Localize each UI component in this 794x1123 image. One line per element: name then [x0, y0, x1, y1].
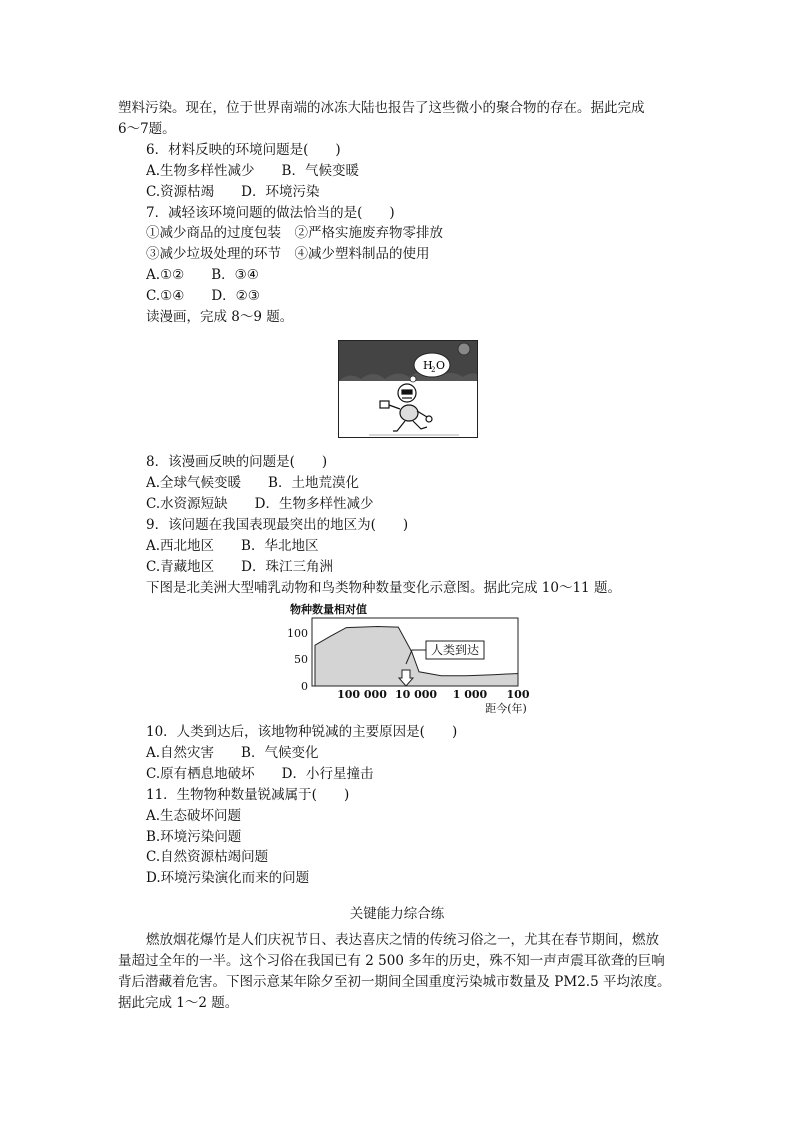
- q7-stem: 7．减轻该环境问题的做法恰当的是( ): [146, 205, 395, 221]
- chart-y-tick-50: 50: [294, 653, 308, 666]
- q7-options-ab: A.①② B．③④: [146, 267, 259, 283]
- q7-items-2: ③减少垃圾处理的环节 ④减少塑料制品的使用: [146, 246, 430, 262]
- q11-option-d: D.环境污染演化而来的问题: [146, 870, 310, 886]
- cartoon-prompt: 读漫画，完成 8～9 题。: [146, 309, 294, 325]
- q8-options-ab: A.全球气候变暖 B．土地荒漠化: [146, 475, 359, 491]
- q9-options-cd: C.青藏地区 D．珠江三角洲: [146, 559, 333, 575]
- intro-line-2: 6～7题。: [118, 121, 176, 137]
- q8-stem: 8．该漫画反映的问题是( ): [146, 454, 328, 470]
- chart-ylabel: 物种数量相对值: [290, 603, 367, 616]
- bubble-o-text: O: [436, 359, 446, 372]
- section-title: 关键能力综合练: [349, 906, 445, 922]
- section-paragraph-line-1: 燃放烟花爆竹是人们庆祝节日、表达喜庆之情的传统习俗之一，尤其在春节期间，燃放: [146, 932, 659, 948]
- chart-x-tick-100: 100: [506, 688, 530, 701]
- chart-y-tick-0: 0: [301, 680, 308, 693]
- chart-x-tick-1000: 1 000: [452, 688, 488, 701]
- chart-x-tick-10000: 10 000: [394, 688, 438, 701]
- species-chart: [282, 600, 542, 718]
- section-paragraph-line-2: 量超过全年的一半。这个习俗在我国已有 2 500 多年的历史，殊不知一声声震耳欲聋的巨响: [118, 953, 665, 969]
- sun-icon: [458, 343, 470, 355]
- q9-stem: 9．该问题在我国表现最突出的地区为( ): [146, 517, 409, 533]
- q7-items-1: ①减少商品的过度包装 ②严格实施废弃物零排放: [146, 225, 443, 241]
- annotation-text: 人类到达: [430, 643, 480, 657]
- q10-stem: 10．人类到达后，该地物种锐减的主要原因是( ): [146, 724, 458, 740]
- q6-options-cd: C.资源枯竭 D．环境污染: [146, 184, 320, 200]
- q10-options-cd: C.原有栖息地破坏 D．小行星撞击: [146, 766, 374, 782]
- section-paragraph-line-3: 背后潜藏着危害。下图示意某年除夕至初一期间全国重度污染城市数量及 PM2.5 平均浓度。: [118, 974, 671, 990]
- q11-option-c: C.自然资源枯竭问题: [146, 849, 269, 865]
- chart-xlabel: 距今(年): [485, 702, 527, 715]
- q11-option-a: A.生态破坏问题: [146, 808, 242, 824]
- chart-y-tick-100: 100: [287, 627, 308, 640]
- q7-options-cd: C.①④ D．②③: [146, 288, 260, 304]
- q8-options-cd: C.水资源短缺 D．生物多样性减少: [146, 496, 374, 512]
- q11-option-b: B.环境污染问题: [146, 829, 242, 845]
- chart-x-tick-100000: 100 000: [337, 688, 387, 701]
- q10-options-ab: A.自然灾害 B．气候变化: [146, 745, 319, 761]
- cartoon-drawing: [339, 341, 478, 438]
- bubble-h-text: H: [423, 359, 433, 372]
- intro-line-1: 塑料污染。现在，位于世界南端的冰冻大陆也报告了这些微小的聚合物的存在。据此完成: [118, 100, 645, 116]
- q6-stem: 6．材料反映的环境问题是( ): [146, 142, 341, 158]
- chart-area-series: [315, 627, 518, 687]
- chart-prompt: 下图是北美洲大型哺乳动物和鸟类物种数量变化示意图。据此完成 10～11 题。: [146, 580, 621, 596]
- q11-stem: 11．生物物种数量锐减属于( ): [146, 787, 350, 803]
- q9-options-ab: A.西北地区 B．华北地区: [146, 538, 319, 554]
- bubble-sub-text: 2: [431, 366, 436, 374]
- q6-options-ab: A.生物多样性减少 B．气候变暖: [146, 163, 359, 179]
- cartoon-image: [338, 340, 478, 438]
- running-person-icon: [380, 384, 432, 431]
- section-paragraph-line-4: 据此完成 1～2 题。: [118, 995, 239, 1011]
